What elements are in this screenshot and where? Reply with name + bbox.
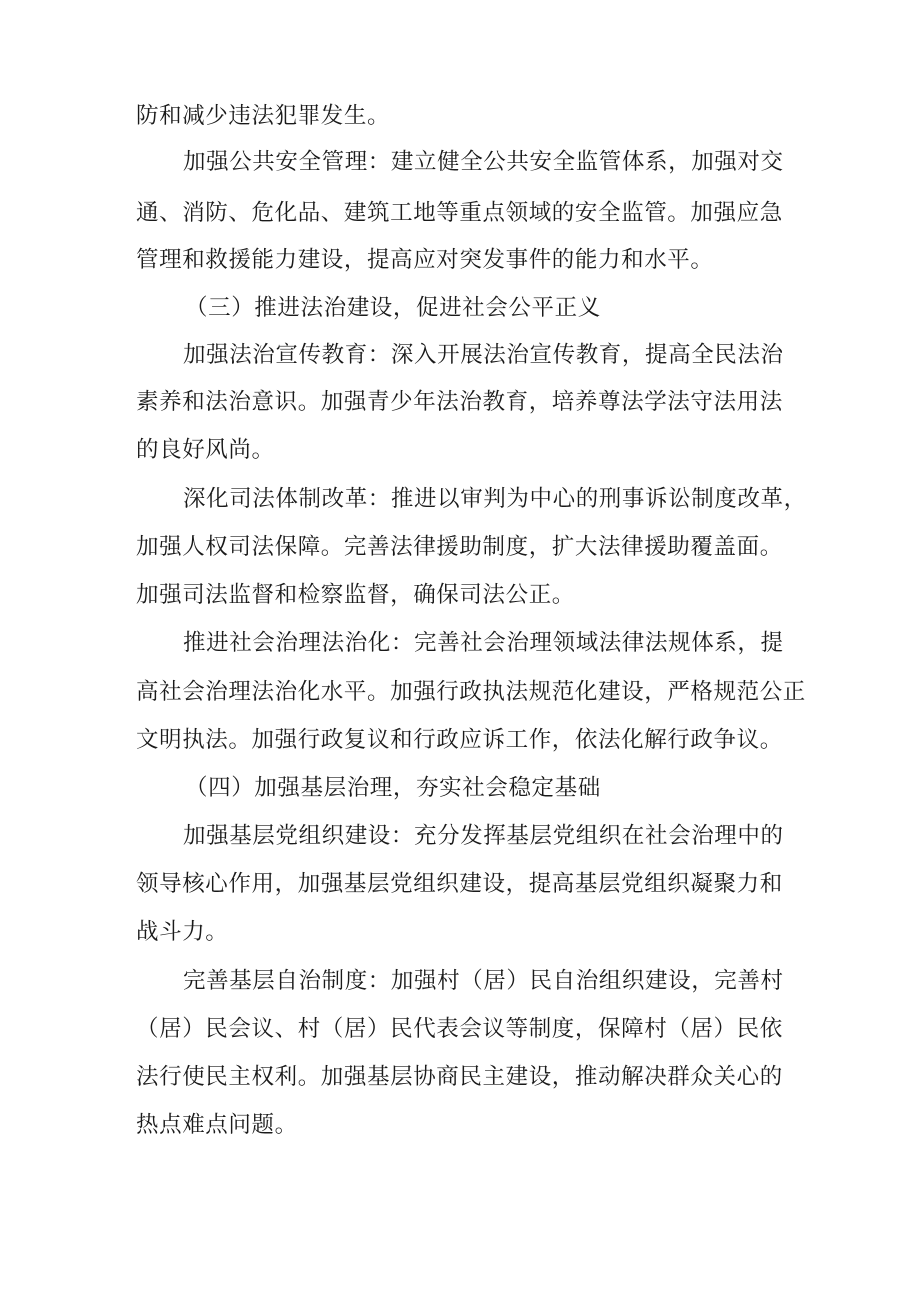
- text-line: （居）民会议、村（居）民代表会议等制度，保障村（居）民依: [136, 1016, 783, 1042]
- text-line: 的良好风尚。: [136, 437, 275, 463]
- paragraph-first-line: 推进社会治理法治化：完善社会治理领域法律法规体系，提: [183, 630, 784, 656]
- text-line: 热点难点问题。: [136, 1112, 298, 1138]
- section-heading: （三）推进法治建设，促进社会公平正义: [185, 295, 601, 321]
- text-line: 素养和法治意识。加强青少年法治教育，培养尊法学法守法用法: [136, 389, 783, 415]
- text-line: 防和减少违法犯罪发生。: [136, 103, 391, 129]
- text-line: 加强人权司法保障。完善法律援助制度，扩大法律援助覆盖面。: [136, 534, 783, 560]
- paragraph-first-line: 加强基层党组织建设：充分发挥基层党组织在社会治理中的: [183, 823, 784, 849]
- text-line: 领导核心作用，加强基层党组织建设，提高基层党组织凝聚力和: [136, 871, 783, 897]
- text-line: 高社会治理法治化水平。加强行政执法规范化建设，严格规范公正: [136, 679, 806, 705]
- text-line: 法行使民主权利。加强基层协商民主建设，推动解决群众关心的: [136, 1064, 783, 1090]
- paragraph-first-line: 深化司法体制改革：推进以审判为中心的刑事诉讼制度改革，: [183, 486, 807, 512]
- paragraph-first-line: 完善基层自治制度：加强村（居）民自治组织建设，完善村: [183, 968, 784, 994]
- paragraph-first-line: 加强法治宣传教育：深入开展法治宣传教育，提高全民法治: [183, 342, 784, 368]
- text-line: 加强司法监督和检察监督，确保司法公正。: [136, 582, 575, 608]
- paragraph-first-line: 加强公共安全管理：建立健全公共安全监管体系，加强对交: [183, 149, 784, 175]
- text-line: 管理和救援能力建设，提高应对突发事件的能力和水平。: [136, 247, 714, 273]
- text-line: 通、消防、危化品、建筑工地等重点领域的安全监管。加强应急: [136, 200, 783, 226]
- section-heading: （四）加强基层治理，夯实社会稳定基础: [185, 775, 601, 801]
- text-line: 文明执法。加强行政复议和行政应诉工作，依法化解行政争议。: [136, 727, 783, 753]
- text-line: 战斗力。: [136, 919, 229, 945]
